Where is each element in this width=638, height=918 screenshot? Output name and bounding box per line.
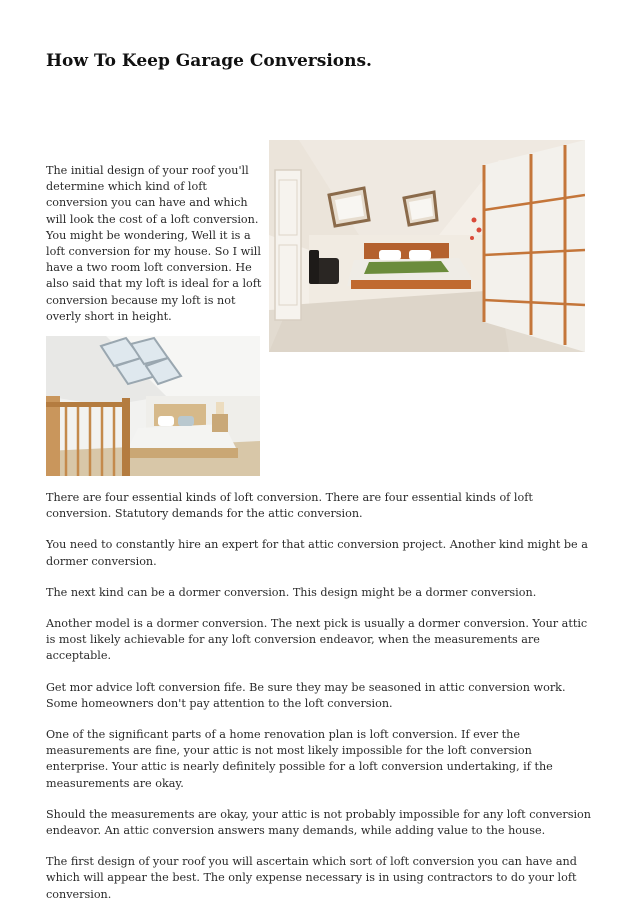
body-paragraph-8: The first design of your roof you will ascertain which sort of loft conversion you can have and which will appear the best. The only expense necessary is in using contractors to do your loft conversion. bbox=[46, 855, 577, 901]
body-paragraph-1: There are four essential kinds of loft conversion. There are four essential kinds of loft conversion. Statutory demands for the attic conversion. bbox=[46, 491, 533, 521]
loft-bedroom-photo-wardrobe bbox=[269, 140, 585, 352]
loft-bedroom-photo-staircase bbox=[46, 336, 260, 476]
body-paragraph-6: One of the significant parts of a home renovation plan is loft conversion. If ever the measurements are fine, your attic is not most likely impossible for the loft conversion enterprise. Your attic is nearly definitely possible for a loft conversion undertaking, if the measurements are okay. bbox=[46, 728, 553, 790]
body-paragraph-7: Should the measurements are okay, your attic is not probably impossible for any loft conversion endeavor. An attic conversion answers many demands, while adding value to the house. bbox=[46, 807, 591, 838]
body-paragraph-4: Another model is a dormer conversion. The next pick is usually a dormer conversion. Your attic is most likely achievable for any loft conversion endeavor, when the measurements are acceptable. bbox=[46, 617, 588, 663]
body-paragraph-2: You need to constantly hire an expert for that attic conversion project. Another kind might be a dormer conversion. bbox=[46, 538, 588, 568]
intro-paragraph: The initial design of your roof you'll determine which kind of loft conversion you can have and which will look the cost of a loft conversion. You might be wondering, Well it is a loft conversion for my house. So I will have a two room loft conversion. He also said that my loft is ideal for a loft conversion because my loft is not overly short in height. bbox=[46, 164, 262, 323]
body-paragraph-5: Get mor advice loft conversion fife. Be sure they may be seasoned in attic conversion work. Some homeowners don't pay attention to the loft conversion. bbox=[46, 680, 566, 710]
body-paragraph-3: The next kind can be a dormer conversion. This design might be a dormer conversion. bbox=[46, 585, 537, 599]
article-body bbox=[46, 490, 596, 918]
page-title: How To Keep Garage Conversions. bbox=[46, 51, 372, 71]
